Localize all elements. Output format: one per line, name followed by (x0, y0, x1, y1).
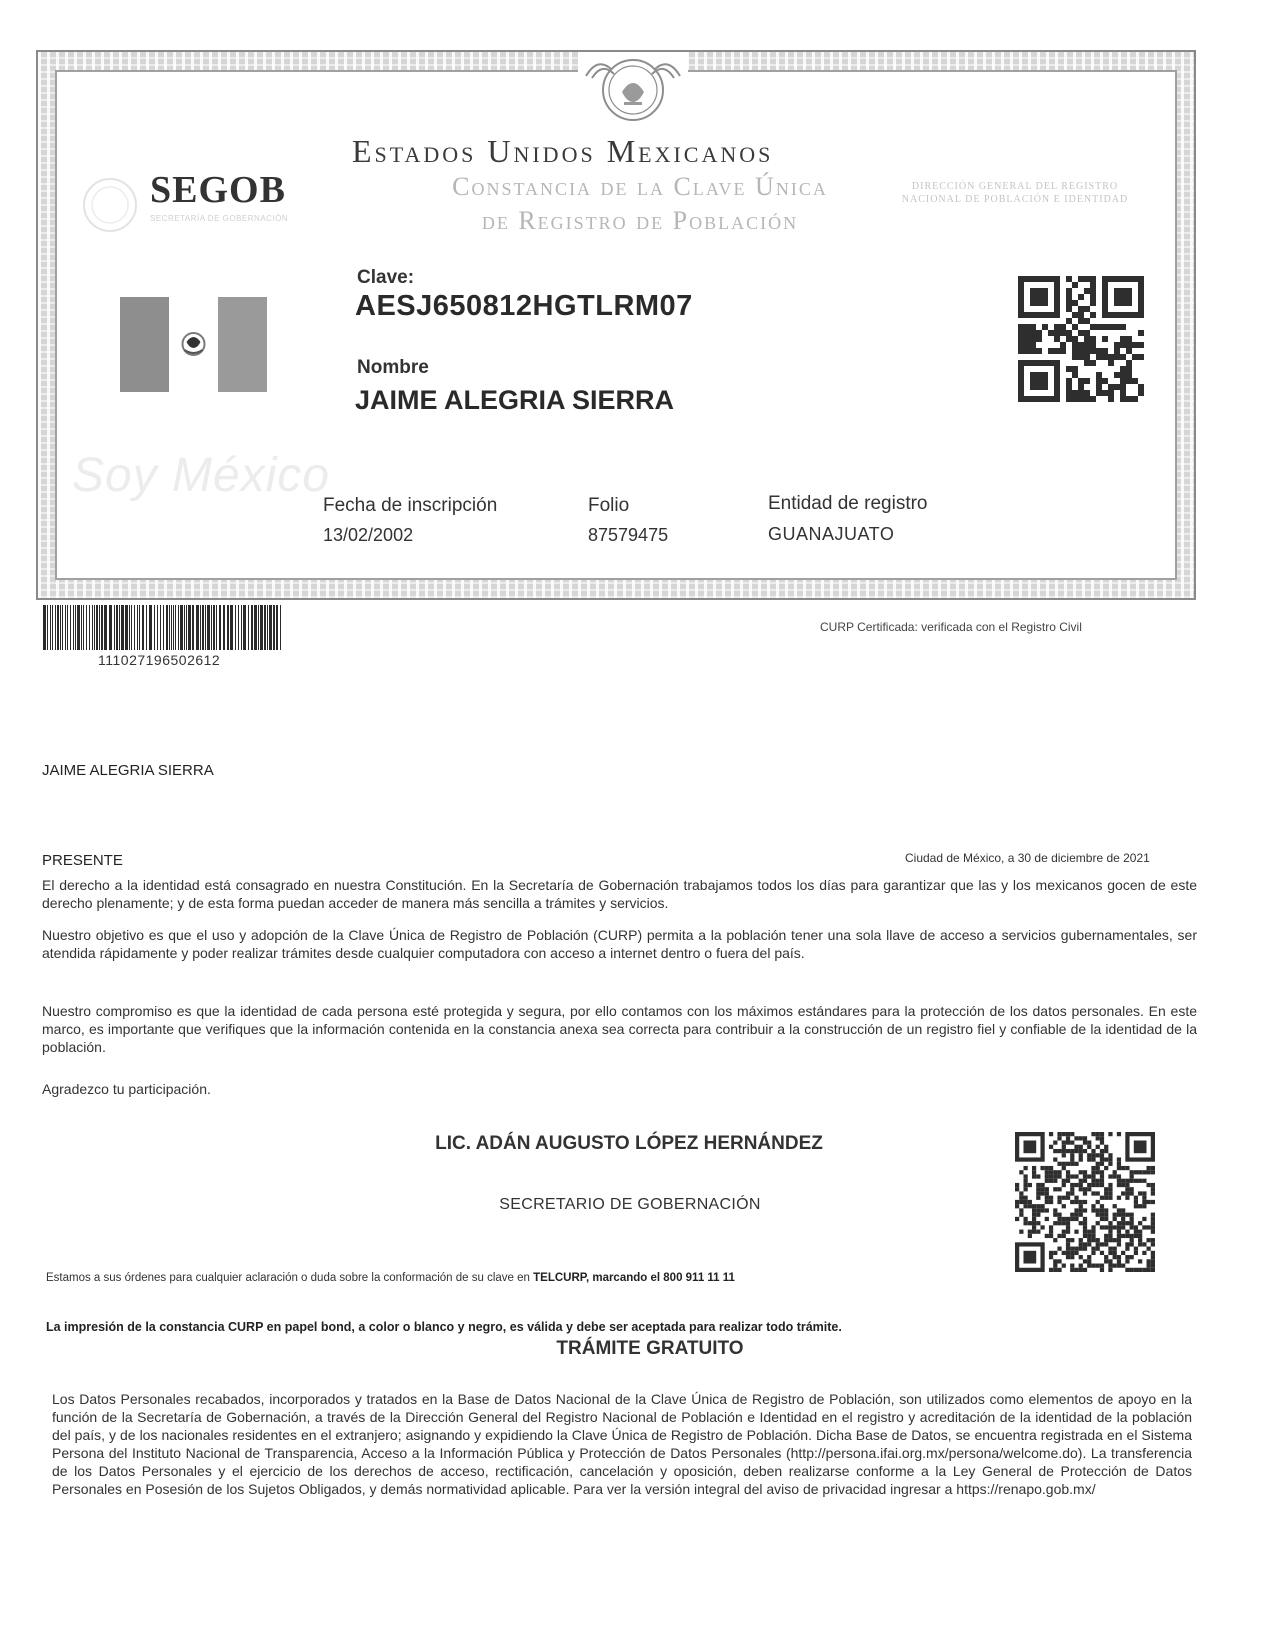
fecha-inscripcion-value: 13/02/2002 (323, 525, 414, 545)
folio-value: 87579475 (588, 525, 669, 545)
document-title: Estados Unidos Mexicanos (352, 133, 774, 169)
nombre-label: Nombre (357, 357, 429, 378)
qr-code-icon (1018, 276, 1144, 402)
curp-certificada-note: CURP Certificada: verificada con el Registro Civil (820, 620, 1082, 634)
document-subtitle-line2: de Registro de Población (481, 206, 799, 235)
letter-date: Ciudad de México, a 30 de diciembre de 2021 (905, 851, 1150, 865)
soy-mexico-watermark: Soy México (72, 449, 331, 502)
letter-paragraph: Nuestro compromiso es que la identidad de cada persona esté protegida y segura, por ello contamos con los máximos estándares para la protección de los datos personales. En este marco, es importante que verifiques que la información contenida en la constancia anexa sea correcta para contribuir a la construcción de un registro fiel y confiable de la identidad de la población. (42, 1003, 1197, 1055)
letter-addressee: JAIME ALEGRIA SIERRA (42, 762, 214, 779)
barcode-number: 111027196502612 (98, 652, 221, 668)
privacy-notice: Los Datos Personales recabados, incorporados y tratados en la Base de Datos Nacional de la Clave Única de Registro de Población, son utilizados como elementos de apoyo en la función de la Secretaría de Gobernación, a través de la Dirección General del Registro Nacional de Población e Identidad en el registro y acreditación de la identidad de la población del país, y de los nacionales residentes en el extranjero; asignando y expidiendo la Clave Única de Registro de Población. Dicha Base de Datos, se encuentra registrada en el Sistema Persona del Instituto Nacional de Transparencia, Acceso a la Información Pública y Protección de Datos Personales (http://persona.ifai.org.mx/persona/welcome.do). La transferencia de los Datos Personales y el ejercicio de los derechos de acceso, rectificación, cancelación y oposición, deben realizarse conforme a la Ley General de Protección de Datos Personales en Posesión de los Sujetos Obligados, y demás normatividad aplicable. Para ver la versión integral del aviso de privacidad ingresar a https://renapo.gob.mx/ (52, 1391, 1192, 1497)
signer-name: LIC. ADÁN AUGUSTO LÓPEZ HERNÁNDEZ (435, 1133, 823, 1154)
segob-logo-text: SEGOB (150, 169, 286, 211)
telcurp-text: Estamos a sus órdenes para cualquier aclaración o duda sobre la conformación de su clave en (46, 1272, 534, 1284)
mexican-flag-icon (120, 297, 267, 392)
clave-value: AESJ650812HGTLRM07 (355, 290, 693, 322)
fecha-inscripcion-label: Fecha de inscripción (323, 495, 498, 516)
telcurp-phone: TELCURP, marcando el 800 911 11 11 (533, 1272, 735, 1284)
letter-paragraph: Nuestro objetivo es que el uso y adopción de la Clave Única de Registro de Población (CURP) permita a la población tener una sola llave de acceso a servicios gubernamentales, ser atendida rápidamente y poder realizar trámites desde cualquier computadora con acceso a internet dentro o fuera del país. (42, 927, 1197, 961)
directorate-faint-text: DIRECCIÓN GENERAL DEL REGISTRO NACIONAL DE POBLACIÓN E IDENTIDAD (901, 181, 1129, 205)
impresion-validity-note: La impresión de la constancia CURP en papel bond, a color o blanco y negro, es válida y debe ser aceptada para realizar todo trámite. (46, 1320, 842, 1334)
entidad-registro-value: GUANAJUATO (768, 524, 895, 544)
segob-seal-icon (80, 175, 140, 235)
signer-title: SECRETARIO DE GOBERNACIÓN (499, 1196, 761, 1213)
qr-code-icon (1015, 1132, 1155, 1272)
nombre-value: JAIME ALEGRIA SIERRA (355, 385, 675, 415)
telcurp-note (46, 1272, 966, 1284)
segob-subtitle: SECRETARÍA DE GOBERNACIÓN (150, 214, 289, 223)
document-subtitle-line1: Constancia de la Clave Única (452, 172, 828, 201)
clave-label: Clave: (357, 267, 415, 288)
national-emblem-icon (578, 52, 688, 132)
letter-paragraph: Agradezco tu participación. (42, 1081, 211, 1097)
letter-presente: PRESENTE (42, 852, 123, 869)
entidad-registro-label: Entidad de registro (768, 493, 928, 514)
barcode-icon (43, 605, 285, 650)
letter-paragraph: El derecho a la identidad está consagrado en nuestra Constitución. En la Secretaría de Gobernación trabajamos todos los días para garantizar que las y los mexicanos gocen de este derecho plenamente; y de esta forma puedan acceder de manera más sencilla a trámites y servicios. (42, 877, 1197, 911)
tramite-gratuito-heading: TRÁMITE GRATUITO (556, 1338, 744, 1359)
folio-label: Folio (588, 495, 630, 516)
